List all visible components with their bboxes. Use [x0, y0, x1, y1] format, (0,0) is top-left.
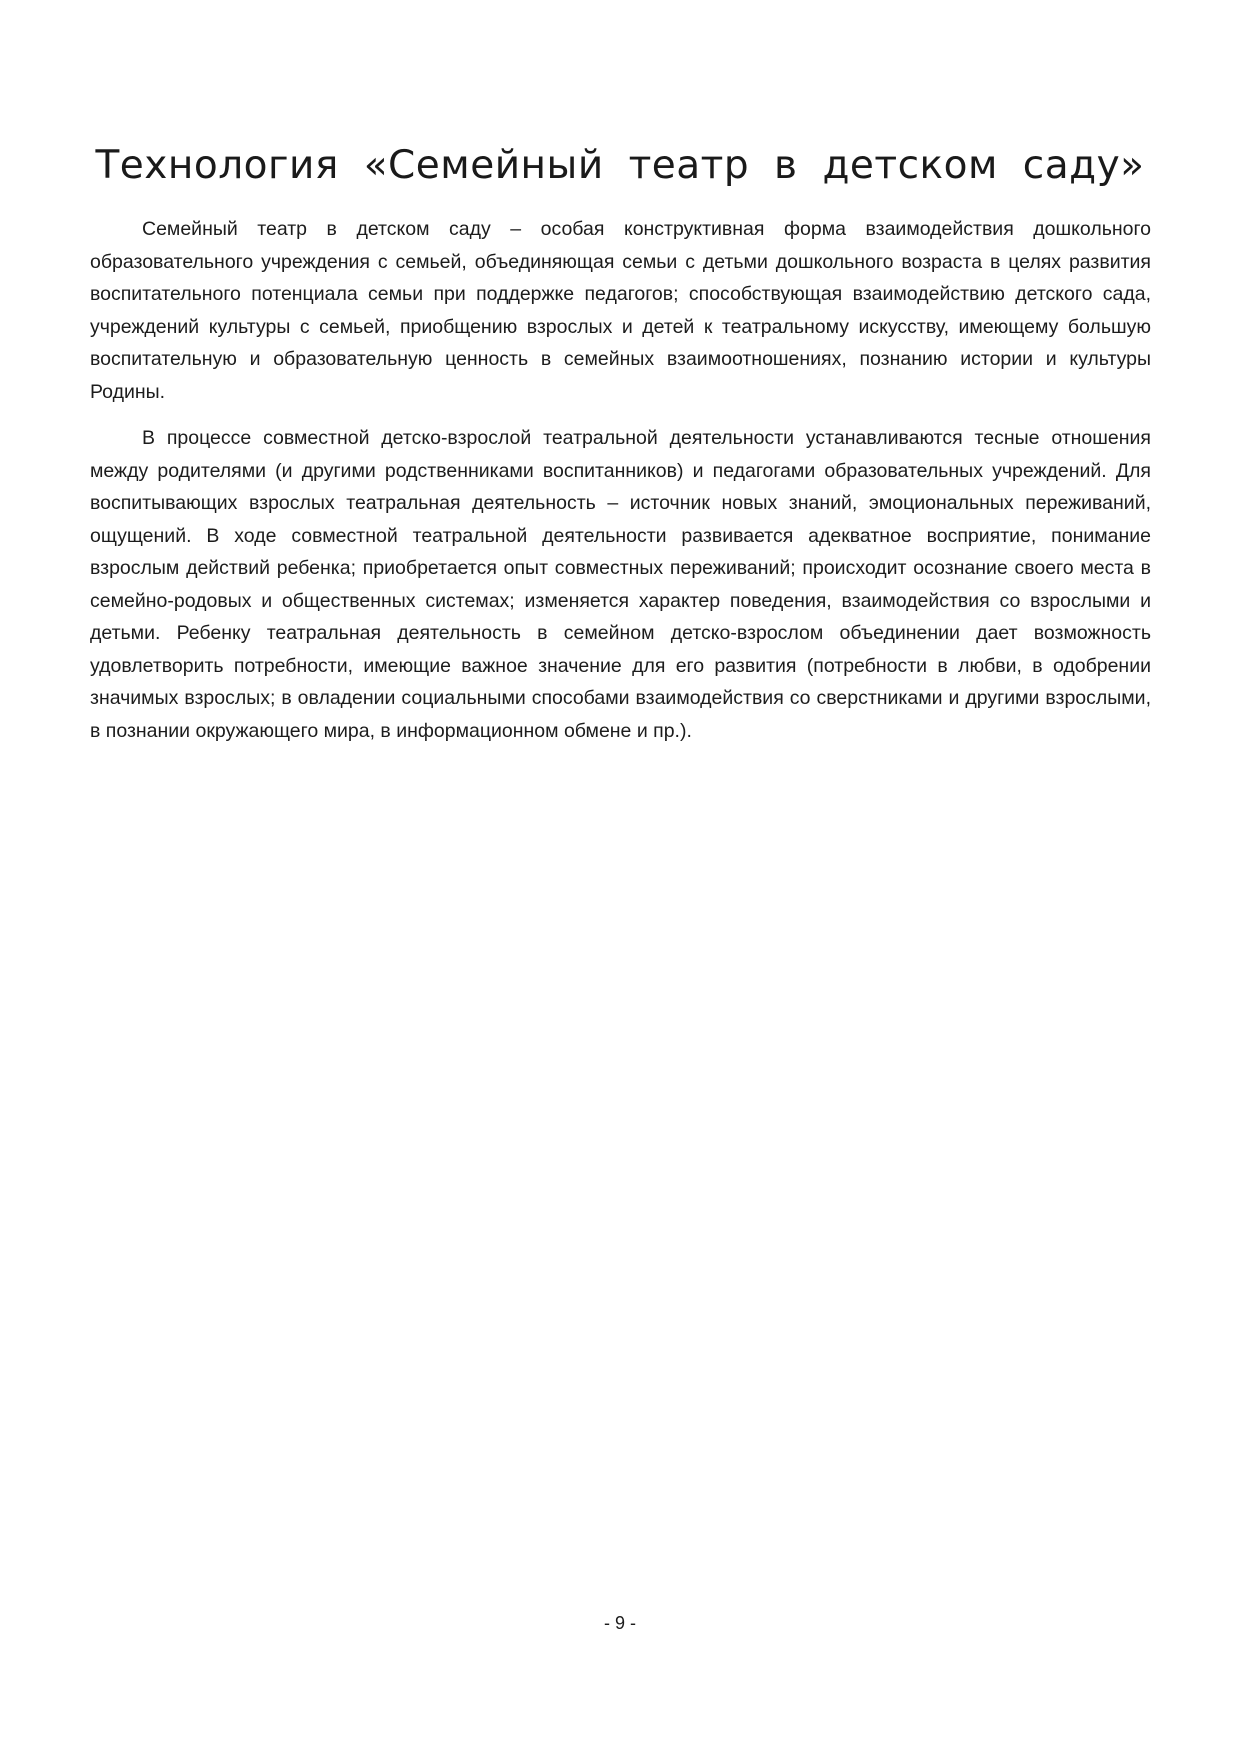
paragraph: Семейный театр в детском саду – особая конструктивная форма взаимодействия дошкольного образовательного учреждения с семьей, объединяющая семьи с детьми дошкольного возраста в целях развития воспитательного потенциала семьи при поддержке педагогов; способствующая взаимодействию детского сада, учреждений культуры с семьей, приобщению взрослых и детей к театральному искусству, имеющему большую воспитательную и образовательную ценность в семейных взаимоотношениях, познанию истории и культуры Родины.	[90, 218, 1151, 403]
paragraph: В процессе совместной детско-взрослой театральной деятельности устанавливаются тесные отношения между родителями (и другими родственниками воспитанников) и педагогами образовательных учреждений. Для воспитывающих взрослых театральная деятельность – источник новых знаний, эмоциональных переживаний, ощущений. В ходе совместной театральной деятельности развивается адекватное восприятие, понимание взрослым действий ребенка; приобретается опыт совместных переживаний; происходит осознание своего места в семейно-родовых и общественных системах; изменяется характер поведения, взаимодействия со взрослыми и детьми. Ребенку театральная деятельность в семейном детско-взрослом объединении дает возможность удовлетворить потребности, имеющие важное значение для его развития (потребности в любви, в одобрении значимых взрослых; в овладении социальными способами взаимодействия со сверстниками и другими взрослыми, в познании окружающего мира, в информационном обмене и пр.).	[90, 427, 1151, 742]
page-title: Технология «Семейный театр в детском саду»	[95, 143, 1145, 188]
body-text	[90, 213, 1151, 761]
page-number: - 9 -	[603, 1613, 636, 1633]
